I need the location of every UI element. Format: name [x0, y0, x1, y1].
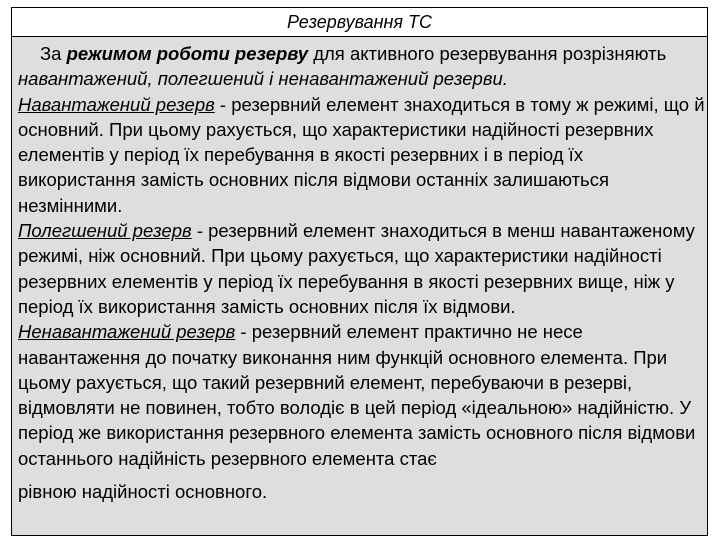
- reserve-types: навантажений, полегшений і ненавантажений резерви.: [18, 68, 508, 90]
- light-reserve-paragraph: [18, 218, 705, 319]
- unloaded-reserve-paragraph: [18, 319, 705, 504]
- mode-term: режимом роботи резерву: [66, 43, 309, 64]
- light-reserve-text: - резервний елемент знаходиться в менш навантаженому режимі, ніж основний. При цьому рахується, що характеристики надійності резервних елементів у період їх перебування в якості резервних вище, ніж у період їх використання замість основних після їх відмови.: [18, 220, 695, 317]
- unloaded-reserve-term: Ненавантажений резерв: [18, 321, 236, 343]
- intro-text-1: За: [40, 43, 67, 64]
- loaded-reserve-term: Навантажений резерв: [18, 93, 215, 115]
- unloaded-reserve-last-line: рівною надійності основного.: [18, 481, 268, 503]
- unloaded-reserve-text: - резервний елемент практично не несе навантаження до початку виконання ним функцій основного елемента. При цьому рахується, що такий резервний елемент, перебуваючи в резерві, відмовляти не повинен, тобто володіє в цей період «ідеальною» надійністю. У період же використання резервного елемента замість основного після відмови останнього надійність резервного елемента стає: [18, 321, 696, 469]
- intro-paragraph: [18, 41, 705, 92]
- intro-text-2: для активного резервування розрізняють: [308, 43, 667, 64]
- light-reserve-term: Полегшений резерв: [18, 220, 192, 242]
- loaded-reserve-text: - резервний елемент знаходиться в тому ж режимі, що й основний. При цьому рахується, що характеристики надійності резервних елементів у період їх перебування в якості резервних і в період їх використання замість основних після відмови останніх залишаються незмінними.: [18, 93, 705, 216]
- content-box: [11, 36, 708, 536]
- loaded-reserve-paragraph: [18, 92, 705, 218]
- slide-title: Резервування ТС: [11, 7, 708, 36]
